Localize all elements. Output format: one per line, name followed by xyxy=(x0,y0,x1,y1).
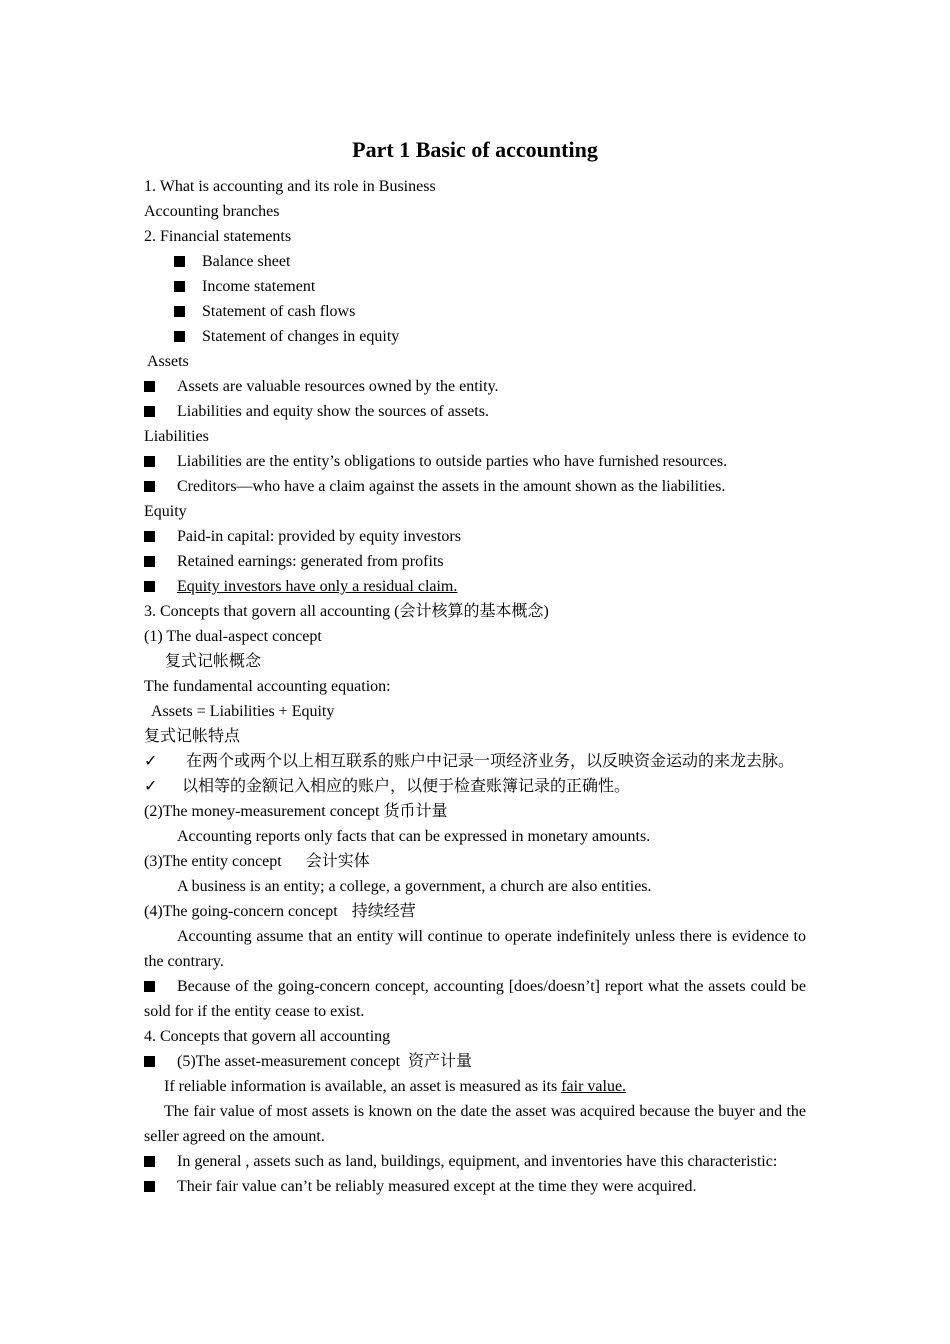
check-mark-icon: ✓ xyxy=(144,778,158,795)
list-item: Retained earnings: generated from profits xyxy=(144,549,806,574)
square-bullet-icon xyxy=(144,481,155,492)
concept-5-paragraph-1: If reliable information is available, an asset is measured as its fair value. xyxy=(164,1078,627,1095)
square-bullet-icon xyxy=(144,456,155,467)
liabilities-heading: Liabilities xyxy=(144,428,209,445)
square-bullet-icon xyxy=(174,281,185,292)
list-item: Statement of cash flows xyxy=(144,299,806,324)
list-item: Balance sheet xyxy=(144,249,806,274)
accounting-equation: Assets = Liabilities + Equity xyxy=(151,703,335,720)
concept-3-description: A business is an entity; a college, a government, a church are also entities. xyxy=(177,878,652,895)
list-item: Because of the going-concern concept, accounting [does/doesn’t] report what the assets could be sold for if the entity cease to exist. xyxy=(144,978,806,1020)
list-item: In general , assets such as land, buildings, equipment, and inventories have this characteristic: xyxy=(144,1149,806,1174)
square-bullet-icon xyxy=(174,331,185,342)
list-item: Their fair value can’t be reliably measured except at the time they were acquired. xyxy=(144,1174,806,1199)
assets-heading: Assets xyxy=(147,353,189,370)
square-bullet-icon xyxy=(144,981,155,992)
concept-4-description: Accounting assume that an entity will continue to operate indefinitely unless there is evidence to the contrary. xyxy=(144,928,806,970)
square-bullet-icon xyxy=(174,256,185,267)
list-item: Assets are valuable resources owned by the entity. xyxy=(144,374,806,399)
dual-entry-features: 复式记帐特点 xyxy=(144,728,241,745)
equity-heading: Equity xyxy=(144,503,187,520)
section-3-heading: 3. Concepts that govern all accounting (会计核算的基本概念) xyxy=(144,603,549,620)
square-bullet-icon xyxy=(144,1056,155,1067)
check-item: ✓ 在两个或两个以上相互联系的账户中记录一项经济业务，以反映资金运动的来龙去脉。 xyxy=(144,749,806,774)
concept-4-heading: (4)The going-concern concept 持续经营 xyxy=(144,903,416,920)
accounting-branches: Accounting branches xyxy=(144,203,280,220)
square-bullet-icon xyxy=(144,531,155,542)
square-bullet-icon xyxy=(144,406,155,417)
concept-2-description: Accounting reports only facts that can be expressed in monetary amounts. xyxy=(177,828,651,845)
section-2-heading: 2. Financial statements xyxy=(144,228,292,245)
square-bullet-icon xyxy=(144,1181,155,1192)
list-item: Liabilities and equity show the sources of assets. xyxy=(144,399,806,424)
concept-1-chinese: 复式记帐概念 xyxy=(165,653,262,670)
equation-heading: The fundamental accounting equation: xyxy=(144,678,391,695)
list-item: Equity investors have only a residual claim. xyxy=(144,574,806,599)
list-item: (5)The asset-measurement concept 资产计量 xyxy=(144,1049,806,1074)
square-bullet-icon xyxy=(174,306,185,317)
concept-2-heading: (2)The money-measurement concept 货币计量 xyxy=(144,803,448,820)
list-item: Statement of changes in equity xyxy=(144,324,806,349)
check-item: ✓ 以相等的金额记入相应的账户，以便于检查账簿记录的正确性。 xyxy=(144,774,806,799)
square-bullet-icon xyxy=(144,1156,155,1167)
concept-5-paragraph-2: The fair value of most assets is known on the date the asset was acquired because the buyer and the seller agreed on the amount. xyxy=(144,1103,806,1145)
page-title: Part 1 Basic of accounting xyxy=(352,137,598,162)
concept-1-heading: (1) The dual-aspect concept xyxy=(144,628,322,645)
list-item: Creditors—who have a claim against the assets in the amount shown as the liabilities. xyxy=(144,474,806,499)
square-bullet-icon xyxy=(144,581,155,592)
document-body xyxy=(144,174,806,1199)
list-item: Paid-in capital: provided by equity investors xyxy=(144,524,806,549)
square-bullet-icon xyxy=(144,556,155,567)
section-1-heading: 1. What is accounting and its role in Business xyxy=(144,178,436,195)
square-bullet-icon xyxy=(144,381,155,392)
concept-3-heading: (3)The entity concept 会计实体 xyxy=(144,853,370,870)
list-item: Liabilities are the entity’s obligations to outside parties who have furnished resources. xyxy=(144,449,806,474)
list-item: Income statement xyxy=(144,274,806,299)
check-mark-icon: ✓ xyxy=(144,753,158,770)
section-4-heading: 4. Concepts that govern all accounting xyxy=(144,1028,391,1045)
